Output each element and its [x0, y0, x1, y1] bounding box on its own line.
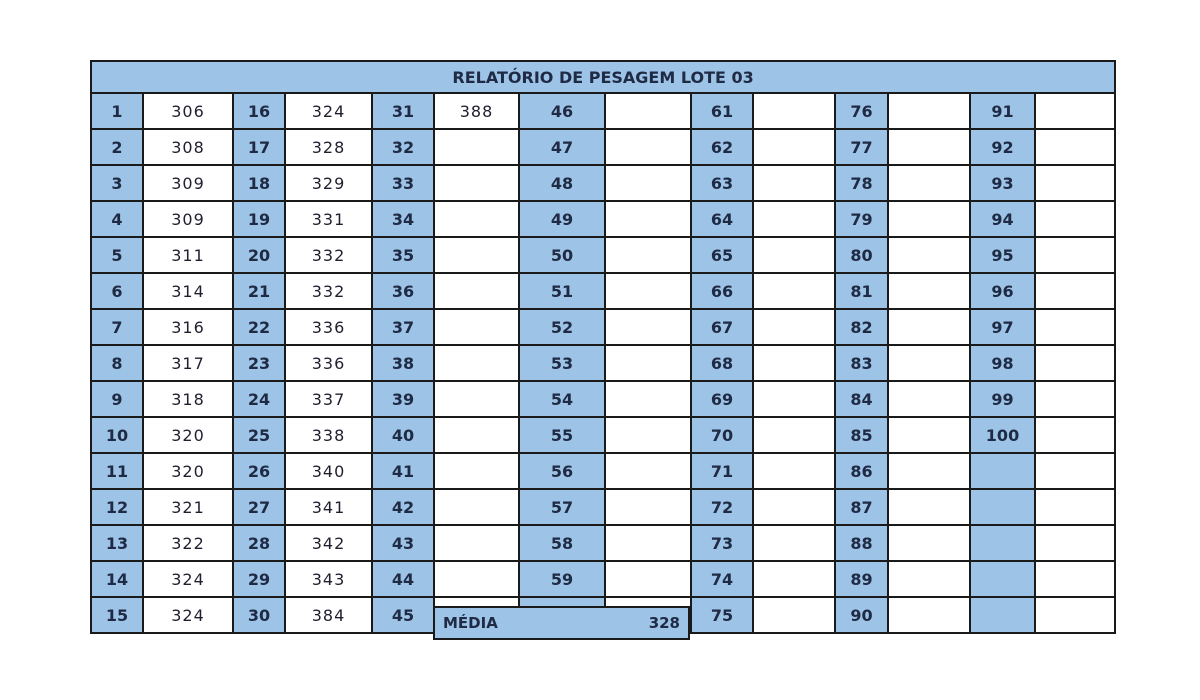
sample-number: 100: [970, 417, 1035, 453]
average-value: 328: [648, 614, 680, 632]
weight-value: [753, 381, 835, 417]
weight-value: [1035, 489, 1115, 525]
sample-number: 34: [372, 201, 434, 237]
sample-number: 88: [835, 525, 888, 561]
weight-value: 311: [143, 237, 233, 273]
weight-value: [1035, 129, 1115, 165]
weight-value: [1035, 381, 1115, 417]
table-row: [91, 129, 1115, 165]
sample-number: 5: [91, 237, 143, 273]
weight-value: [888, 201, 970, 237]
weight-value: [753, 561, 835, 597]
sample-number: 46: [519, 93, 605, 129]
sample-number: 4: [91, 201, 143, 237]
weight-value: [888, 381, 970, 417]
weight-value: [434, 525, 519, 561]
weight-value: [1035, 345, 1115, 381]
sample-number: 43: [372, 525, 434, 561]
sample-number: 19: [233, 201, 285, 237]
weight-value: [888, 453, 970, 489]
sample-number: 18: [233, 165, 285, 201]
sample-number: 50: [519, 237, 605, 273]
weight-value: [605, 93, 691, 129]
sample-number: 47: [519, 129, 605, 165]
sample-number: 61: [691, 93, 753, 129]
weight-value: [434, 273, 519, 309]
sample-number: 57: [519, 489, 605, 525]
table-row: [91, 417, 1115, 453]
sample-number: 81: [835, 273, 888, 309]
sample-number: 82: [835, 309, 888, 345]
sample-number: 14: [91, 561, 143, 597]
weight-value: 340: [285, 453, 372, 489]
sample-number: 74: [691, 561, 753, 597]
sample-number: 28: [233, 525, 285, 561]
weight-value: 328: [285, 129, 372, 165]
weight-value: [1035, 273, 1115, 309]
sample-number: 26: [233, 453, 285, 489]
weight-value: [434, 129, 519, 165]
weight-value: [434, 561, 519, 597]
table-row: [91, 273, 1115, 309]
weight-value: [1035, 309, 1115, 345]
weight-value: 306: [143, 93, 233, 129]
weight-value: [888, 129, 970, 165]
weight-value: [753, 93, 835, 129]
sample-number: 70: [691, 417, 753, 453]
weight-value: [888, 489, 970, 525]
weight-value: 332: [285, 237, 372, 273]
sample-number: 63: [691, 165, 753, 201]
weight-value: 342: [285, 525, 372, 561]
sample-number: 49: [519, 201, 605, 237]
weight-value: 336: [285, 309, 372, 345]
weight-value: [434, 165, 519, 201]
sample-number: [970, 489, 1035, 525]
sample-number: 96: [970, 273, 1035, 309]
sample-number: 7: [91, 309, 143, 345]
sample-number: 41: [372, 453, 434, 489]
sample-number: 68: [691, 345, 753, 381]
sample-number: 36: [372, 273, 434, 309]
sample-number: [970, 561, 1035, 597]
sample-number: 93: [970, 165, 1035, 201]
weight-value: [753, 597, 835, 633]
sample-number: 11: [91, 453, 143, 489]
sample-number: 33: [372, 165, 434, 201]
weight-value: 343: [285, 561, 372, 597]
sample-number: 98: [970, 345, 1035, 381]
sample-number: 77: [835, 129, 888, 165]
sample-number: 42: [372, 489, 434, 525]
sample-number: 30: [233, 597, 285, 633]
sample-number: 86: [835, 453, 888, 489]
weight-value: [434, 489, 519, 525]
weight-value: [888, 525, 970, 561]
weight-value: 324: [143, 597, 233, 633]
weight-value: [888, 93, 970, 129]
sample-number: 51: [519, 273, 605, 309]
weight-value: 322: [143, 525, 233, 561]
sample-number: 22: [233, 309, 285, 345]
weight-value: [753, 309, 835, 345]
weight-value: [605, 201, 691, 237]
weight-value: [888, 237, 970, 273]
sample-number: 94: [970, 201, 1035, 237]
weight-value: [753, 201, 835, 237]
weight-value: [753, 453, 835, 489]
weight-value: [888, 273, 970, 309]
sample-number: 91: [970, 93, 1035, 129]
sample-number: 54: [519, 381, 605, 417]
weight-value: 338: [285, 417, 372, 453]
sample-number: 25: [233, 417, 285, 453]
sample-number: 67: [691, 309, 753, 345]
weight-value: [1035, 237, 1115, 273]
sample-number: 40: [372, 417, 434, 453]
weight-value: 316: [143, 309, 233, 345]
sample-number: 38: [372, 345, 434, 381]
sample-number: 79: [835, 201, 888, 237]
weight-value: 336: [285, 345, 372, 381]
sample-number: 44: [372, 561, 434, 597]
sample-number: 48: [519, 165, 605, 201]
sample-number: 66: [691, 273, 753, 309]
weight-value: 324: [285, 93, 372, 129]
weight-value: 320: [143, 453, 233, 489]
sample-number: 10: [91, 417, 143, 453]
weight-value: [888, 309, 970, 345]
sample-number: 69: [691, 381, 753, 417]
table-row: [91, 309, 1115, 345]
sample-number: 2: [91, 129, 143, 165]
sample-number: 75: [691, 597, 753, 633]
sample-number: 89: [835, 561, 888, 597]
sample-number: 55: [519, 417, 605, 453]
table-row: [91, 165, 1115, 201]
weight-value: [1035, 417, 1115, 453]
sample-number: 90: [835, 597, 888, 633]
weight-value: [753, 489, 835, 525]
weight-value: [753, 273, 835, 309]
average-label: MÉDIA: [443, 614, 498, 632]
weight-value: [1035, 453, 1115, 489]
sample-number: 80: [835, 237, 888, 273]
sample-number: 76: [835, 93, 888, 129]
sample-number: 9: [91, 381, 143, 417]
sample-number: 83: [835, 345, 888, 381]
average-box: [433, 606, 690, 640]
weight-value: 317: [143, 345, 233, 381]
weight-value: [1035, 597, 1115, 633]
weight-value: [753, 417, 835, 453]
sample-number: 20: [233, 237, 285, 273]
weight-value: [434, 381, 519, 417]
weight-value: [605, 417, 691, 453]
sample-number: 71: [691, 453, 753, 489]
sample-number: 78: [835, 165, 888, 201]
weight-value: [434, 201, 519, 237]
sample-number: 92: [970, 129, 1035, 165]
weight-value: [605, 165, 691, 201]
sample-number: 53: [519, 345, 605, 381]
weight-value: [434, 309, 519, 345]
sample-number: [970, 453, 1035, 489]
table-row: [91, 201, 1115, 237]
weight-value: 388: [434, 93, 519, 129]
weight-value: [1035, 525, 1115, 561]
weight-value: [605, 237, 691, 273]
sample-number: 65: [691, 237, 753, 273]
weight-value: 341: [285, 489, 372, 525]
weighing-report-table: [90, 60, 1116, 634]
weight-value: 329: [285, 165, 372, 201]
weight-value: 321: [143, 489, 233, 525]
sample-number: 13: [91, 525, 143, 561]
sample-number: 35: [372, 237, 434, 273]
weight-value: [434, 345, 519, 381]
weight-value: [605, 489, 691, 525]
weight-value: [605, 129, 691, 165]
weight-value: 314: [143, 273, 233, 309]
weight-value: [753, 525, 835, 561]
weight-value: [605, 381, 691, 417]
weight-value: [1035, 165, 1115, 201]
weight-value: [753, 129, 835, 165]
sample-number: 87: [835, 489, 888, 525]
sample-number: 72: [691, 489, 753, 525]
sample-number: 58: [519, 525, 605, 561]
weight-value: [753, 345, 835, 381]
weight-value: [434, 237, 519, 273]
sample-number: 97: [970, 309, 1035, 345]
weight-value: 332: [285, 273, 372, 309]
table-row: [91, 345, 1115, 381]
table-row: [91, 489, 1115, 525]
weight-value: [1035, 561, 1115, 597]
weight-value: [605, 453, 691, 489]
weight-value: [888, 165, 970, 201]
sample-number: 8: [91, 345, 143, 381]
sample-number: 17: [233, 129, 285, 165]
sample-number: 31: [372, 93, 434, 129]
weight-value: 318: [143, 381, 233, 417]
weight-value: [434, 417, 519, 453]
sample-number: 45: [372, 597, 434, 633]
weight-value: [605, 561, 691, 597]
weight-value: [1035, 201, 1115, 237]
weight-value: [888, 561, 970, 597]
weight-value: 309: [143, 201, 233, 237]
weight-value: [888, 345, 970, 381]
table-row: [91, 453, 1115, 489]
sample-number: 6: [91, 273, 143, 309]
sample-number: 24: [233, 381, 285, 417]
sample-number: 15: [91, 597, 143, 633]
weight-value: [434, 453, 519, 489]
weight-value: 331: [285, 201, 372, 237]
sample-number: 84: [835, 381, 888, 417]
weight-value: [605, 309, 691, 345]
table-row: [91, 93, 1115, 129]
table-row: [91, 561, 1115, 597]
weight-value: [753, 237, 835, 273]
table-row: [91, 525, 1115, 561]
sample-number: 16: [233, 93, 285, 129]
sample-number: 73: [691, 525, 753, 561]
sample-number: [970, 525, 1035, 561]
sample-number: 1: [91, 93, 143, 129]
weight-value: [605, 273, 691, 309]
weight-value: 384: [285, 597, 372, 633]
sample-number: 32: [372, 129, 434, 165]
weight-value: 337: [285, 381, 372, 417]
table-row: [91, 237, 1115, 273]
weight-value: 308: [143, 129, 233, 165]
table-row: [91, 381, 1115, 417]
weight-value: [753, 165, 835, 201]
sample-number: 52: [519, 309, 605, 345]
sample-number: 59: [519, 561, 605, 597]
sample-number: 99: [970, 381, 1035, 417]
report-title: RELATÓRIO DE PESAGEM LOTE 03: [91, 61, 1115, 93]
weight-value: 324: [143, 561, 233, 597]
sample-number: 29: [233, 561, 285, 597]
sample-number: 62: [691, 129, 753, 165]
sample-number: 64: [691, 201, 753, 237]
weight-value: [605, 345, 691, 381]
weight-value: [888, 597, 970, 633]
sample-number: 3: [91, 165, 143, 201]
sample-number: 23: [233, 345, 285, 381]
weight-value: [605, 525, 691, 561]
weight-value: 320: [143, 417, 233, 453]
sample-number: 37: [372, 309, 434, 345]
weight-value: [1035, 93, 1115, 129]
sample-number: 85: [835, 417, 888, 453]
sample-number: 27: [233, 489, 285, 525]
sample-number: [970, 597, 1035, 633]
sample-number: 21: [233, 273, 285, 309]
sample-number: 56: [519, 453, 605, 489]
sample-number: 12: [91, 489, 143, 525]
weight-value: [888, 417, 970, 453]
sample-number: 39: [372, 381, 434, 417]
sample-number: 95: [970, 237, 1035, 273]
weight-value: 309: [143, 165, 233, 201]
